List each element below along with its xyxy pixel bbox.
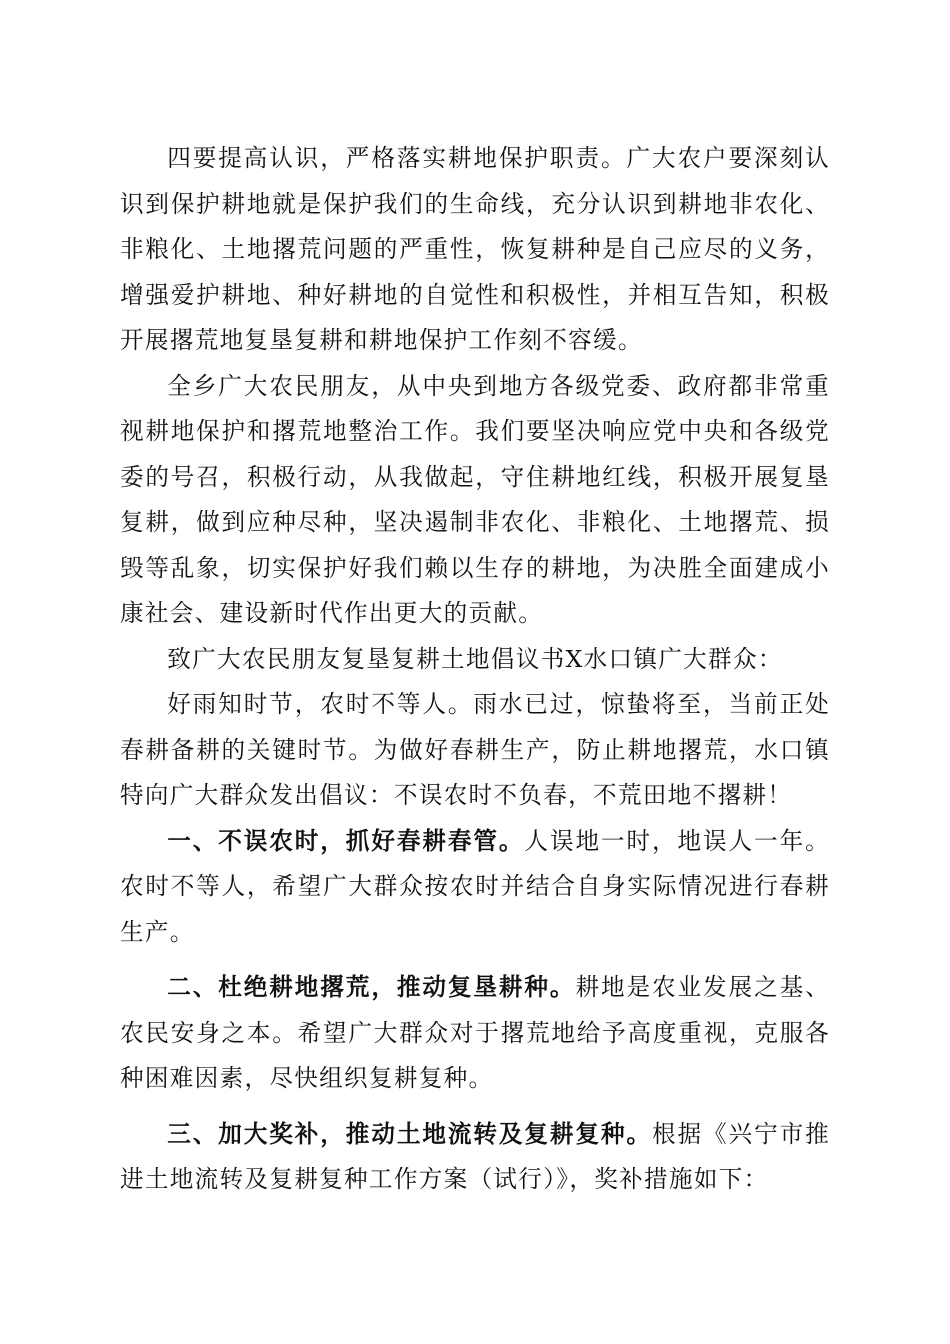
- paragraph-5: [120, 819, 830, 956]
- paragraph-5-heading: 一、不误农时，抓好春耕春管。: [167, 826, 525, 855]
- paragraph-5-text: 人误地一时，地误人一年。农时不等人，希望广大群众按农时并结合自身实际情况进行春耕生产。: [120, 826, 830, 946]
- paragraph-2-text: 全乡广大农民朋友，从中央到地方各级党委、政府都非常重视耕地保护和撂荒地整治工作。我们要坚决响应党中央和各级党委的号召，积极行动，从我做起，守住耕地红线，积极开展复垦复耕，做到应种尽种，坚决遏制非农化、非粮化、土地撂荒、损毁等乱象，切实保护好我们赖以生存的耕地，为决胜全面建成小康社会、建设新时代作出更大的贡献。: [120, 371, 830, 627]
- paragraph-4-text: 好雨知时节，农时不等人。雨水已过，惊蛰将至，当前正处春耕备耕的关键时节。为做好春耕生产，防止耕地撂荒，水口镇特向广大群众发出倡议：不误农时不负春，不荒田地不撂耕！: [120, 690, 830, 809]
- paragraph-6-heading: 二、杜绝耕地撂荒，推动复垦耕种。: [167, 973, 576, 1001]
- paragraph-6-text: 耕地是农业发展之基、农民安身之本。希望广大群众对于撂荒地给予高度重视，克服各种困难因素，尽快组织复耕复种。: [120, 973, 830, 1092]
- paragraph-3: [120, 637, 830, 683]
- paragraph-1: [120, 136, 830, 364]
- paragraph-7: [120, 1112, 830, 1203]
- paragraph-1-text: 四要提高认识，严格落实耕地保护职责。广大农户要深刻认识到保护耕地就是保护我们的生命线，充分认识到耕地非农化、非粮化、土地撂荒问题的严重性，恢复耕种是自己应尽的义务，增强爱护耕地、种好耕地的自觉性和积极性，并相互告知，积极开展撂荒地复垦复耕和耕地保护工作刻不容缓。: [120, 144, 830, 354]
- paragraph-2: [120, 364, 830, 637]
- paragraph-7-heading: 三、加大奖补，推动土地流转及复耕复种。: [167, 1119, 652, 1148]
- paragraph-4: [120, 682, 830, 819]
- document-page: [120, 136, 830, 1203]
- paragraph-6: [120, 965, 830, 1102]
- paragraph-7-text: 根据《兴宁市推进土地流转及复耕复种工作方案（试行）》，奖补措施如下：: [120, 1119, 830, 1193]
- paragraph-3-text: 致广大农民朋友复垦复耕土地倡议书X水口镇广大群众：: [167, 644, 783, 673]
